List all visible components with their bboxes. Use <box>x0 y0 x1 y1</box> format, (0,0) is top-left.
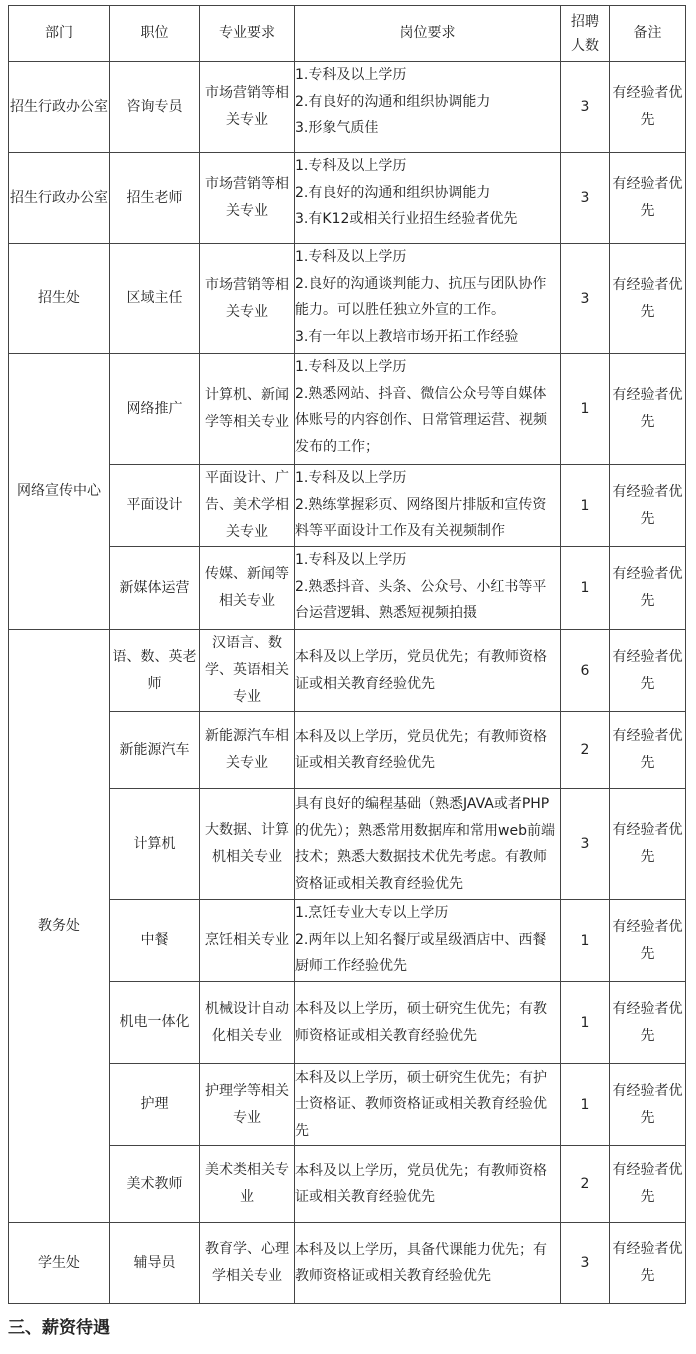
department-cell: 网络宣传中心 <box>9 354 110 630</box>
header-major: 专业要求 <box>200 6 295 62</box>
note-cell: 有经验者优先 <box>610 630 686 712</box>
major-cell: 市场营销等相关专业 <box>200 153 295 244</box>
requirement-line: 1.专科及以上学历 <box>295 249 407 265</box>
note-cell: 有经验者优先 <box>610 1064 686 1146</box>
header-position: 职位 <box>110 6 200 62</box>
note-cell: 有经验者优先 <box>610 1223 686 1304</box>
major-cell: 机械设计自动化相关专业 <box>200 982 295 1064</box>
position-cell: 机电一体化 <box>110 982 200 1064</box>
major-cell: 市场营销等相关专业 <box>200 62 295 153</box>
note-cell: 有经验者优先 <box>610 1146 686 1223</box>
note-cell: 有经验者优先 <box>610 354 686 465</box>
requirement-line: 2.有良好的沟通和组织协调能力 <box>295 184 491 201</box>
position-cell: 新媒体运营 <box>110 547 200 630</box>
table-row <box>9 244 686 354</box>
requirements-cell <box>295 712 561 789</box>
note-cell: 有经验者优先 <box>610 547 686 630</box>
count-cell: 2 <box>561 712 610 789</box>
requirement-line: 本科及以上学历，党员优先；有教师资格证或相关教育经验优先 <box>295 649 547 692</box>
requirements-cell <box>295 244 561 354</box>
requirements-cell <box>295 354 561 465</box>
note-cell: 有经验者优先 <box>610 712 686 789</box>
requirement-line: 本科及以上学历，具备代课能力优先；有教师资格证或相关教育经验优先 <box>295 1241 547 1284</box>
major-cell: 美术类相关专业 <box>200 1146 295 1223</box>
requirements-cell <box>295 465 561 547</box>
table-row <box>9 1064 686 1146</box>
count-cell: 3 <box>561 244 610 354</box>
major-cell: 市场营销等相关专业 <box>200 244 295 354</box>
count-cell: 3 <box>561 1223 610 1304</box>
requirement-line: 2.熟练掌握彩页、网络图片排版和宣传资料等平面设计工作及有关视频制作 <box>295 496 547 539</box>
position-cell: 招生老师 <box>110 153 200 244</box>
requirement-line: 3.形象气质佳 <box>295 120 379 136</box>
position-cell: 辅导员 <box>110 1223 200 1304</box>
table-row <box>9 789 686 900</box>
table-row <box>9 982 686 1064</box>
position-cell: 计算机 <box>110 789 200 900</box>
requirements-cell <box>295 982 561 1064</box>
department-cell: 招生处 <box>9 244 110 354</box>
note-cell: 有经验者优先 <box>610 900 686 982</box>
position-cell: 新能源汽车 <box>110 712 200 789</box>
table-row <box>9 630 686 712</box>
requirements-cell <box>295 1146 561 1223</box>
requirement-line: 1.专科及以上学历 <box>295 359 407 375</box>
count-cell: 1 <box>561 354 610 465</box>
note-cell: 有经验者优先 <box>610 789 686 900</box>
major-cell: 教育学、心理学相关专业 <box>200 1223 295 1304</box>
position-cell: 区域主任 <box>110 244 200 354</box>
table-row <box>9 712 686 789</box>
requirements-cell <box>295 789 561 900</box>
requirement-line: 1.专科及以上学历 <box>295 470 407 486</box>
major-cell: 计算机、新闻学等相关专业 <box>200 354 295 465</box>
table-row <box>9 465 686 547</box>
count-cell: 1 <box>561 1064 610 1146</box>
count-cell: 3 <box>561 789 610 900</box>
requirement-line: 2.两年以上知名餐厅或星级酒店中、西餐厨师工作经验优先 <box>295 931 547 974</box>
major-cell: 传媒、新闻等相关专业 <box>200 547 295 630</box>
note-cell: 有经验者优先 <box>610 153 686 244</box>
major-cell: 平面设计、广告、美术学相关专业 <box>200 465 295 547</box>
note-cell: 有经验者优先 <box>610 465 686 547</box>
count-cell: 3 <box>561 153 610 244</box>
header-note: 备注 <box>610 6 686 62</box>
department-cell: 教务处 <box>9 630 110 1223</box>
table-row <box>9 62 686 153</box>
department-cell: 学生处 <box>9 1223 110 1304</box>
header-count: 招聘人数 <box>561 6 610 62</box>
note-cell: 有经验者优先 <box>610 244 686 354</box>
requirement-line: 1.专科及以上学历 <box>295 158 407 174</box>
requirement-line: 1.专科及以上学历 <box>295 67 407 83</box>
requirements-cell <box>295 630 561 712</box>
department-cell: 招生行政办公室 <box>9 62 110 153</box>
count-cell: 1 <box>561 982 610 1064</box>
requirements-cell <box>295 1223 561 1304</box>
count-cell: 6 <box>561 630 610 712</box>
requirement-line: 2.熟悉网站、抖音、微信公众号等自媒体体账号的内容创作、日常管理运营、视频发布的工作； <box>295 385 547 455</box>
requirement-line: 具有良好的编程基础（熟悉JAVA或者PHP的优先）；熟悉常用数据库和常用web前端技术；熟悉大数据技术优先考虑。有教师资格证或相关教育经验优先 <box>295 796 555 892</box>
position-cell: 护理 <box>110 1064 200 1146</box>
requirement-line: 2.有良好的沟通和组织协调能力 <box>295 93 491 110</box>
requirement-line: 2.良好的沟通谈判能力、抗压与团队协作能力。可以胜任独立外宣的工作。 <box>295 275 547 318</box>
major-cell: 新能源汽车相关专业 <box>200 712 295 789</box>
count-cell: 3 <box>561 62 610 153</box>
major-cell: 烹饪相关专业 <box>200 900 295 982</box>
count-cell: 1 <box>561 547 610 630</box>
department-cell: 招生行政办公室 <box>9 153 110 244</box>
position-cell: 网络推广 <box>110 354 200 465</box>
requirements-cell <box>295 547 561 630</box>
major-cell: 大数据、计算机相关专业 <box>200 789 295 900</box>
major-cell: 汉语言、数学、英语相关专业 <box>200 630 295 712</box>
position-cell: 美术教师 <box>110 1146 200 1223</box>
count-cell: 1 <box>561 900 610 982</box>
table-row <box>9 1223 686 1304</box>
requirement-line: 1.专科及以上学历 <box>295 552 407 568</box>
table-row <box>9 354 686 465</box>
requirement-line: 本科及以上学历，党员优先；有教师资格证或相关教育经验优先 <box>295 1162 547 1205</box>
requirement-line: 2.熟悉抖音、头条、公众号、小红书等平台运营逻辑、熟悉短视频拍摄 <box>295 578 547 621</box>
note-cell: 有经验者优先 <box>610 62 686 153</box>
requirements-cell <box>295 900 561 982</box>
major-cell: 护理学等相关专业 <box>200 1064 295 1146</box>
table-row <box>9 547 686 630</box>
position-cell: 平面设计 <box>110 465 200 547</box>
table-row <box>9 1146 686 1223</box>
requirement-line: 3.有K12或相关行业招生经验者优先 <box>295 211 518 227</box>
count-cell: 1 <box>561 465 610 547</box>
requirements-cell <box>295 1064 561 1146</box>
header-department: 部门 <box>9 6 110 62</box>
requirements-cell <box>295 62 561 153</box>
table-row <box>9 153 686 244</box>
position-cell: 咨询专员 <box>110 62 200 153</box>
note-cell: 有经验者优先 <box>610 982 686 1064</box>
requirement-line: 本科及以上学历，党员优先；有教师资格证或相关教育经验优先 <box>295 728 547 771</box>
requirement-line: 本科及以上学历，硕士研究生优先；有教师资格证或相关教育经验优先 <box>295 1001 547 1044</box>
requirement-line: 本科及以上学历，硕士研究生优先；有护士资格证、教师资格证或相关教育经验优先 <box>295 1069 547 1139</box>
position-cell: 中餐 <box>110 900 200 982</box>
requirement-line: 3.有一年以上教培市场开拓工作经验 <box>295 328 519 345</box>
requirement-line: 1.烹饪专业大专以上学历 <box>295 905 449 921</box>
header-requirements: 岗位要求 <box>295 6 561 62</box>
section-heading: 三、薪资待遇 <box>8 1318 110 1338</box>
count-cell: 2 <box>561 1146 610 1223</box>
header-row <box>9 6 686 62</box>
table-row <box>9 900 686 982</box>
requirements-cell <box>295 153 561 244</box>
position-cell: 语、数、英老师 <box>110 630 200 712</box>
recruitment-table <box>8 5 686 1304</box>
